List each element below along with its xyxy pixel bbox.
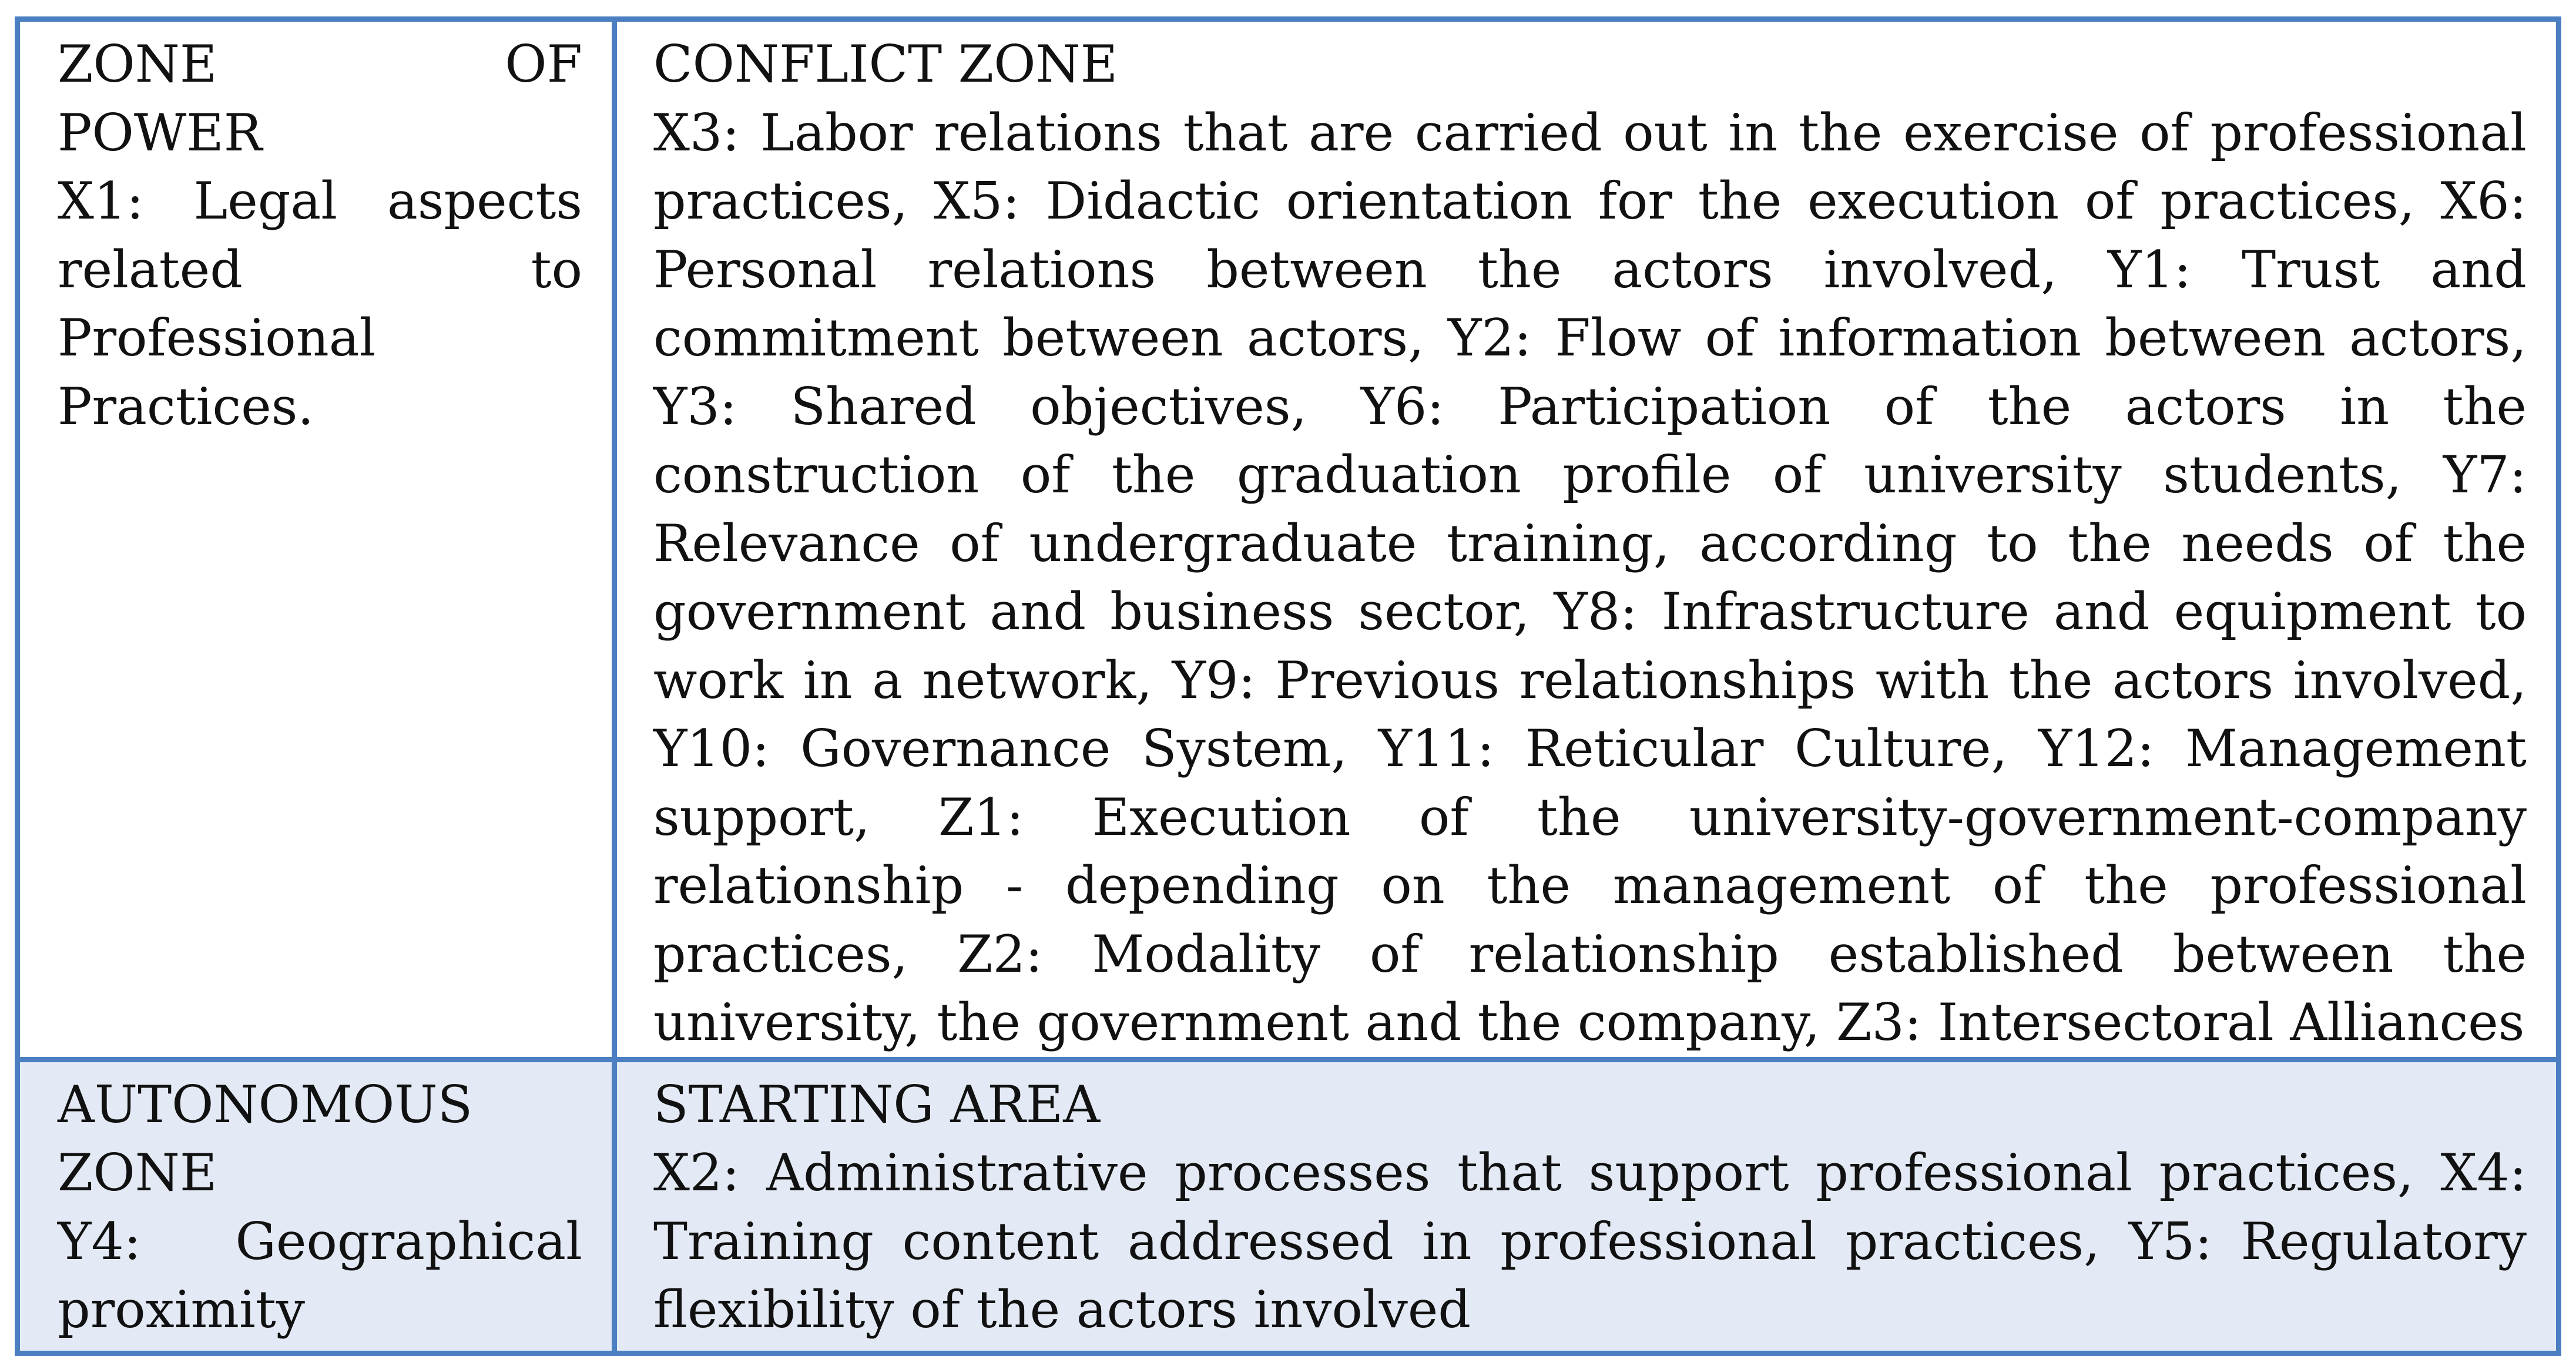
autonomous-zone-body: Y4: Geographical proximity — [58, 1211, 582, 1340]
table-row-top — [18, 19, 2559, 1060]
zone-matrix-table — [15, 16, 2561, 1356]
zone-of-power-cell — [18, 19, 615, 1060]
starting-area-body: X2: Administrative processes that support professional practices, X4: Training content addressed in professional practices, Y5: Regulatory flexibility of the actors involved — [653, 1143, 2527, 1340]
zone-of-power-heading-line2: POWER — [58, 102, 263, 163]
conflict-zone-body: X3: Labor relations that are carried out in the exercise of professional practices, X5: Didactic orientation for the execution of practices, X6: Personal relations between the actors involved, Y1: Trust and commitment between actors, Y2: Flow of information between actors, Y3: Shared objectives, Y6: Participation of the actors in the construction of the graduation profile of university students, Y7: Relevance of undergraduate training, according to the needs of the government and business sector, Y8: Infrastructure and equipment to work in a network, Y9: Previous relationships with the actors involved, Y10: Governance System, Y11: Reticular Culture, Y12: Management support, Z1: Execution of the university-government-company relationship - depending on the management of the professional practices, Z2: Modality of relationship established between the university, the government and the company, Z3: Intersectoral Alliances — [653, 102, 2527, 1052]
starting-area-heading: STARTING AREA — [653, 1074, 1101, 1135]
conflict-zone-heading: CONFLICT ZONE — [653, 34, 1118, 94]
zone-of-power-body: X1: Legal aspects related to Professional Practices. — [58, 171, 582, 437]
autonomous-zone-heading-line1: AUTONOMOUS — [58, 1074, 473, 1135]
table-row-bottom — [18, 1059, 2559, 1353]
starting-area-cell — [615, 1059, 2559, 1353]
conflict-zone-cell — [615, 19, 2559, 1060]
autonomous-zone-cell — [18, 1059, 615, 1353]
autonomous-zone-heading-line2: ZONE — [58, 1143, 217, 1203]
zone-of-power-heading-line1: ZONE OF — [58, 34, 582, 94]
